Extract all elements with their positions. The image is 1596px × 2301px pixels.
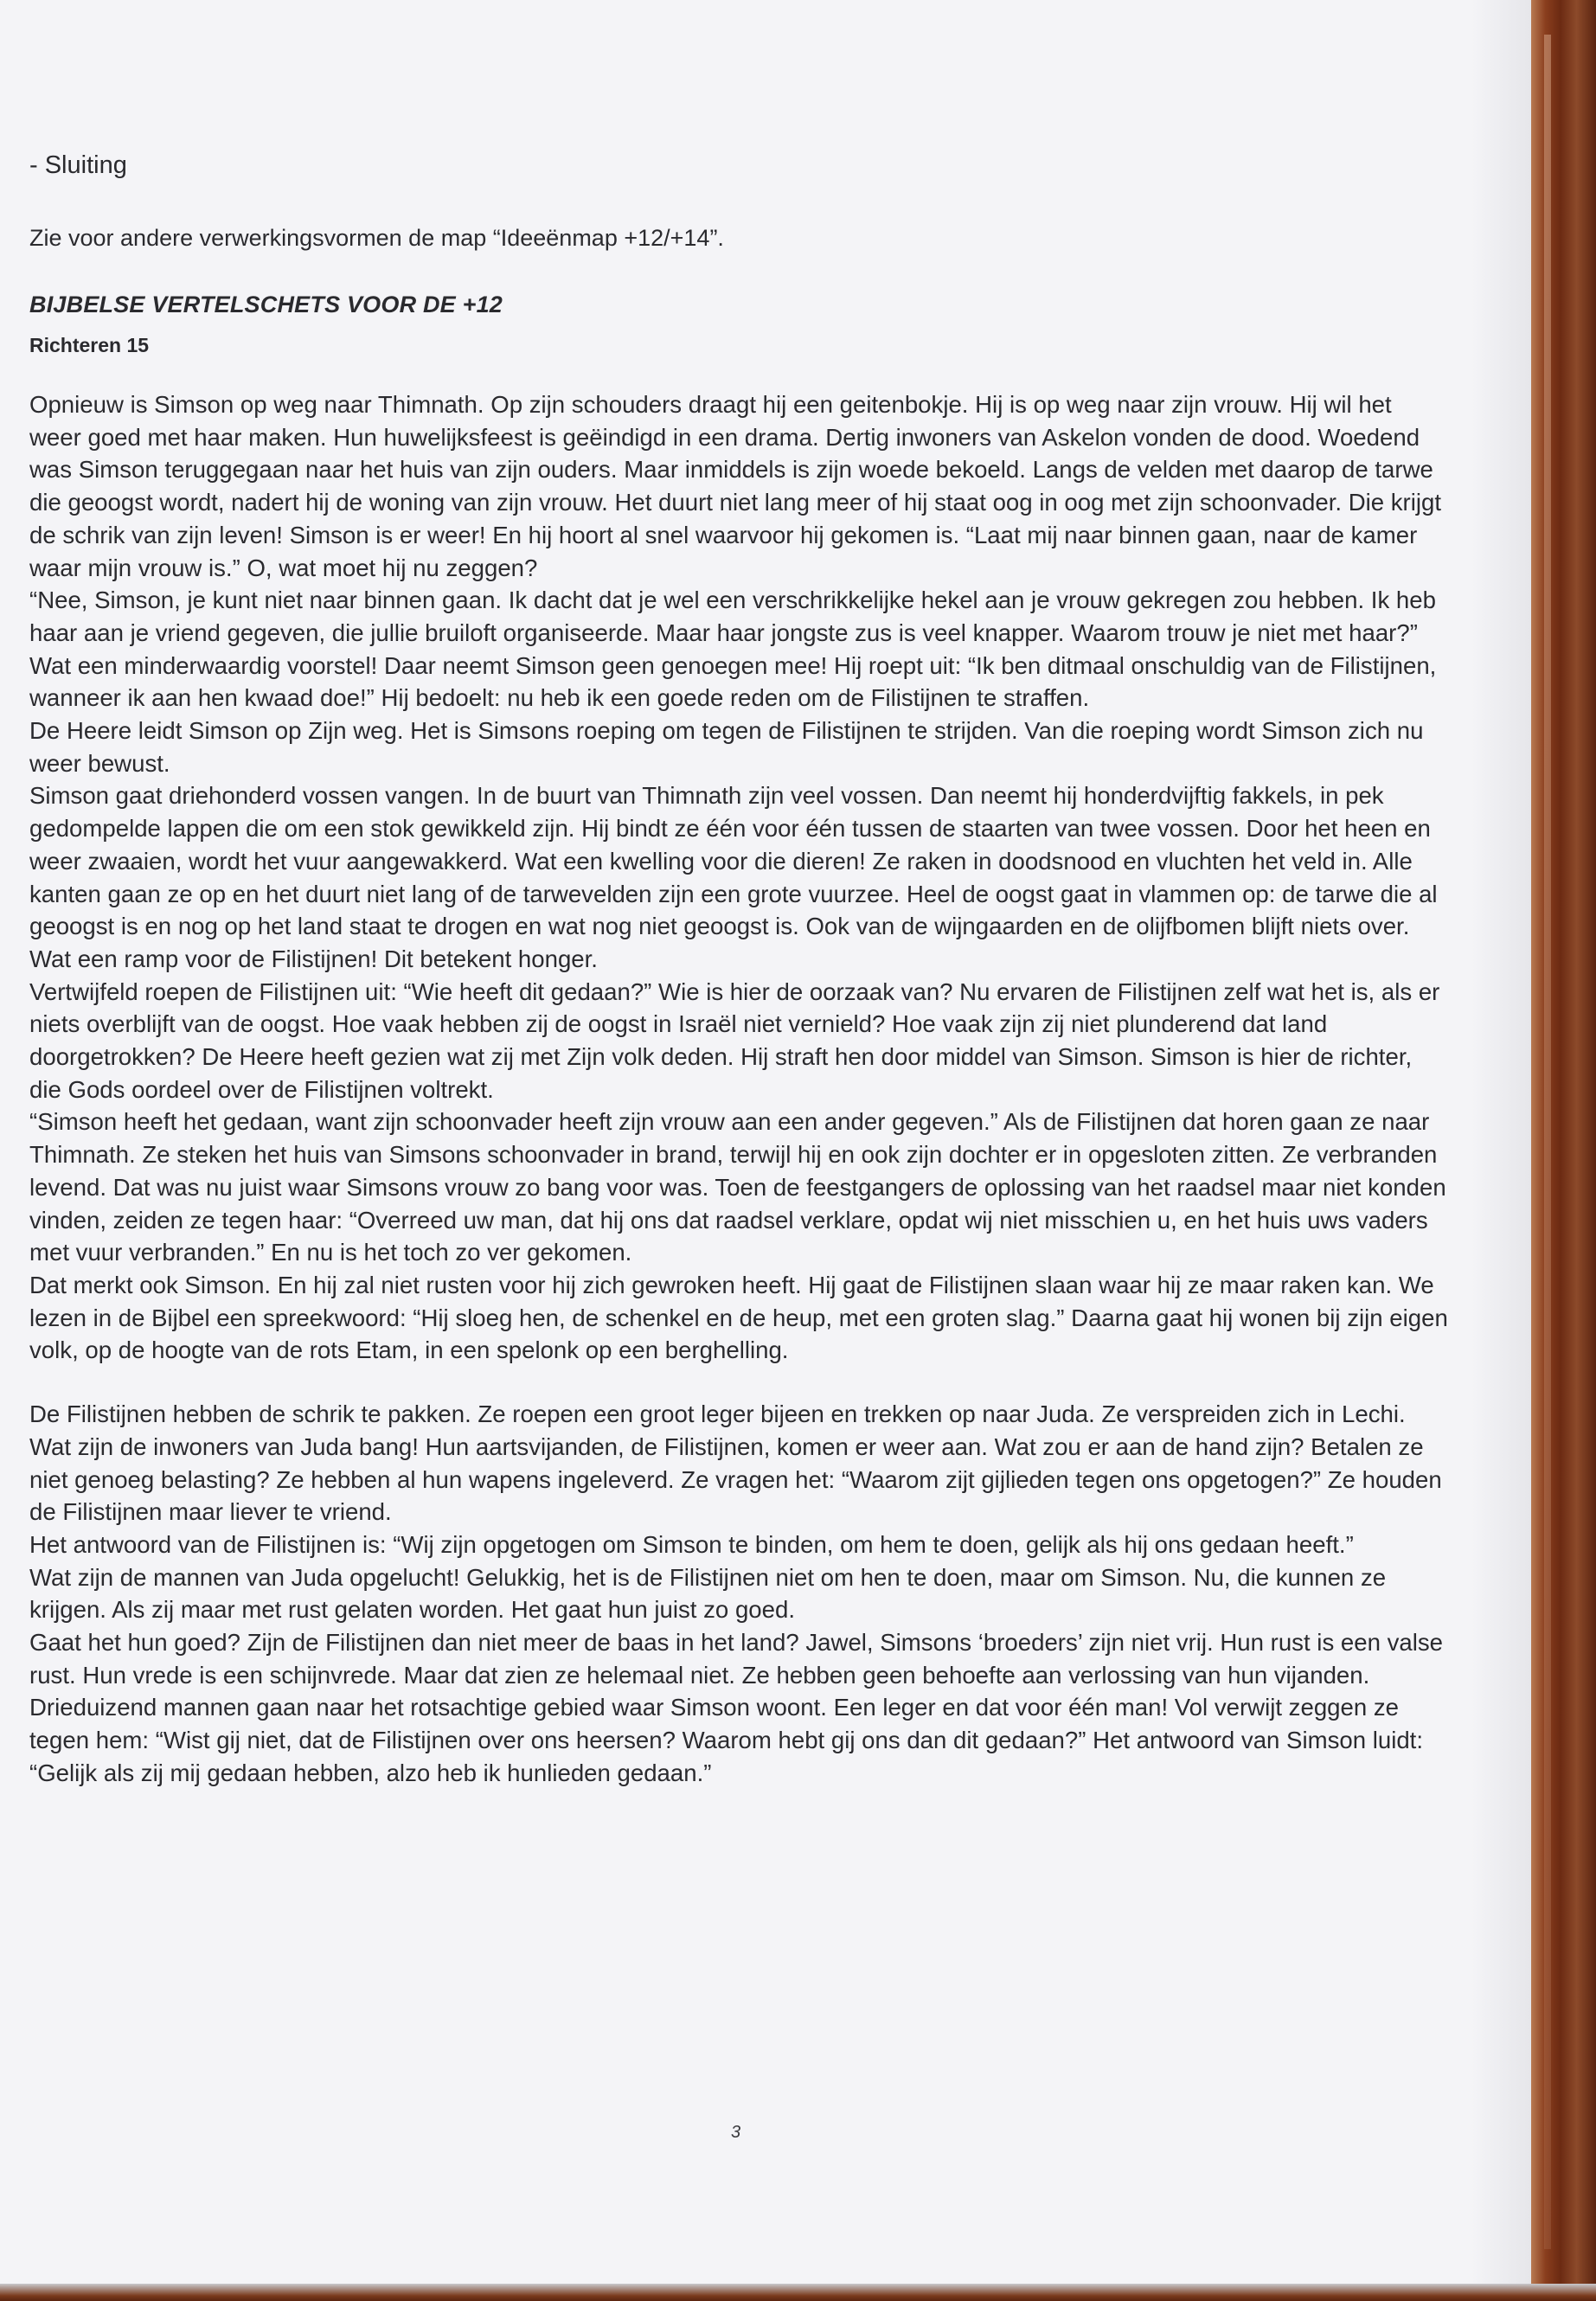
paragraph: “Nee, Simson, je kunt niet naar binnen gaan. Ik dacht dat je wel een verschrikkelijke hekel aan je vrouw gekregen zou hebben. Ik heb haar aan je vriend gegeven, die jullie bruiloft organiseerde. Maar haar jongste zus is veel knapper. Waarom trouw je niet met haar?” Wat een minderwaardig voorstel! Daar neemt Simson geen genoegen mee! Hij roept uit: “Ik ben ditmaal onschuldig van de Filistijnen, wanneer ik aan hen kwaad doe!” Hij bedoelt: nu heb ik een goede reden om de Filistijnen te straffen. <box>29 586 1437 712</box>
paragraph: “Simson heeft het gedaan, want zijn schoonvader heeft zijn vrouw aan een ander gegeven.” Als de Filistijnen dat horen gaan ze naar Thimnath. Ze steken het huis van Simsons schoonvader in brand, terwijl hij en ook zijn dochter er in opgesloten zitten. Ze verbranden levend. Dat was nu juist waar Simsons vrouw zo bang voor was. Toen de feestgangers de oplossing van het raadsel maar niet konden vinden, zeiden ze tegen haar: “Overreed uw man, dat hij ons dat raadsel verklare, opdat wij niet misschien u, en het huis uws vaders met vuur verbranden.” En nu is het toch zo ver gekomen. <box>29 1108 1446 1266</box>
paragraph: Het antwoord van de Filistijnen is: “Wij zijn opgetogen om Simson te binden, om hem te doen, gelijk als hij ons gedaan heeft.” <box>29 1530 1354 1558</box>
paragraph: Wat zijn de mannen van Juda opgelucht! Gelukkig, het is de Filistijnen niet om hen te doen, maar om Simson. Nu, die kunnen ze krijgen. Als zij maar met rust gelaten worden. Het gaat hun juist zo goed. <box>29 1563 1387 1624</box>
paragraph: Vertwijfeld roepen de Filistijnen uit: “Wie heeft dit gedaan?” Wie is hier de oorzaak van? Nu ervaren de Filistijnen zelf wat het is, als er niets overblijft van de oogst. Hoe vaak hebben zij de oogst in Israël niet vernield? Hoe vaak zijn zij niet plunderend dat land doorgetrokken? De Heere heeft gezien wat zij met Zijn volk deden. Hij straft hen door middel van Simson. Simson is hier de richter, die Gods oordeel over de Filistijnen voltrekt. <box>29 977 1440 1103</box>
page-number: 3 <box>731 2123 741 2142</box>
bible-reference: Richteren 15 <box>29 334 150 356</box>
sluiting-item: - Sluiting <box>29 151 127 179</box>
binder-edge <box>1531 0 1596 2301</box>
page-edge-shadow <box>1471 0 1531 2292</box>
paragraph: Opnieuw is Simson op weg naar Thimnath. Op zijn schouders draagt hij een geitenbokje. Hij is op weg naar zijn vrouw. Hij wil het weer goed met haar maken. Hun huwelijksfeest is geëindigd in een drama. Dertig inwoners van Askelon vonden de dood. Woedend was Simson teruggegaan naar het huis van zijn ouders. Maar inmiddels is zijn woede bekoeld. Langs de velden met daarop de tarwe die geoogst wordt, nadert hij de woning van zijn vrouw. Het duurt niet lang meer of hij staat oog in oog met zijn schoonvader. Die krijgt de schrik van zijn leven! Simson is er weer! En hij hoort al snel waarvoor hij gekomen is. “Laat mij naar binnen gaan, naar de kamer waar mijn vrouw is.” O, wat moet hij nu zeggen? <box>29 391 1442 581</box>
paragraph: Drieduizend mannen gaan naar het rotsachtige gebied waar Simson woont. Een leger en dat voor één man! Vol verwijt zeggen ze tegen hem: “Wist gij niet, dat de Filistijnen over ons heersen? Waarom hebt gij ons dan dit gedaan?” Het antwoord van Simson luidt: “Gelijk als zij mij gedaan hebben, alzo heb ik hunlieden gedaan.” <box>29 1694 1424 1786</box>
paragraph: Simson gaat driehonderd vossen vangen. In de buurt van Thimnath zijn veel vossen. Dan neemt hij honderdvijftig fakkels, in pek gedompelde lappen die om een stok gewikkeld zijn. Hij bindt ze één voor één tussen de staarten van twee vossen. Door het heen en weer zwaaien, wordt het vuur aangewakkerd. Wat een kwelling voor die dieren! Ze raken in doodsnood en vluchten het veld in. Alle kanten gaan ze op en het duurt niet lang of de tarwevelden zijn een grote vuurzee. Heel de oogst gaat in vlammen op: de tarwe die al geoogst is en nog op het land staat te drogen en wat nog niet geoogst is. Ook van de wijngaarden en de olijfbomen blijft niets over. Wat een ramp voor de Filistijnen! Dit betekent honger. <box>29 782 1438 972</box>
binder-bottom-edge <box>0 2284 1596 2301</box>
paragraph: De Heere leidt Simson op Zijn weg. Het is Simsons roeping om tegen de Filistijnen te strijden. Van die roeping wordt Simson zich nu weer bewust. <box>29 717 1424 777</box>
paragraph-spacer <box>29 1367 1448 1398</box>
page-content <box>29 151 1448 1790</box>
intro-line: Zie voor andere verwerkingsvormen de map “Ideeënmap +12/+14”. <box>29 225 724 251</box>
binder-highlight <box>1544 35 1551 2249</box>
paragraph: Gaat het hun goed? Zijn de Filistijnen dan niet meer de baas in het land? Jawel, Simsons ‘broeders’ zijn niet vrij. Hun rust is een valse rust. Hun vrede is een schijnvrede. Maar dat zien ze helemaal niet. Ze hebben geen behoefte aan verlossing van hun vijanden. <box>29 1629 1444 1689</box>
paragraph: Dat merkt ook Simson. En hij zal niet rusten voor hij zich gewroken heeft. Hij gaat de Filistijnen slaan waar hij ze maar raken kan. We lezen in de Bijbel een spreekwoord: “Hij sloeg hen, de schenkel en de heup, met een groten slag.” Daarna gaat hij wonen bij zijn eigen volk, op de hoogte van de rots Etam, in een spelonk op een berghelling. <box>29 1271 1448 1364</box>
section-heading: BIJBELSE VERTELSCHETS VOOR DE +12 <box>29 292 503 317</box>
paragraph: De Filistijnen hebben de schrik te pakken. Ze roepen een groot leger bijeen en trekken op naar Juda. Ze verspreiden zich in Lechi. Wat zijn de inwoners van Juda bang! Hun aartsvijanden, de Filistijnen, komen er weer aan. Wat zou er aan de hand zijn? Betalen ze niet genoeg belasting? Ze hebben al hun wapens ingeleverd. Ze vragen het: “Waarom zijt gijlieden tegen ons opgetogen?” Ze houden de Filistijnen maar liever te vriend. <box>29 1400 1442 1526</box>
